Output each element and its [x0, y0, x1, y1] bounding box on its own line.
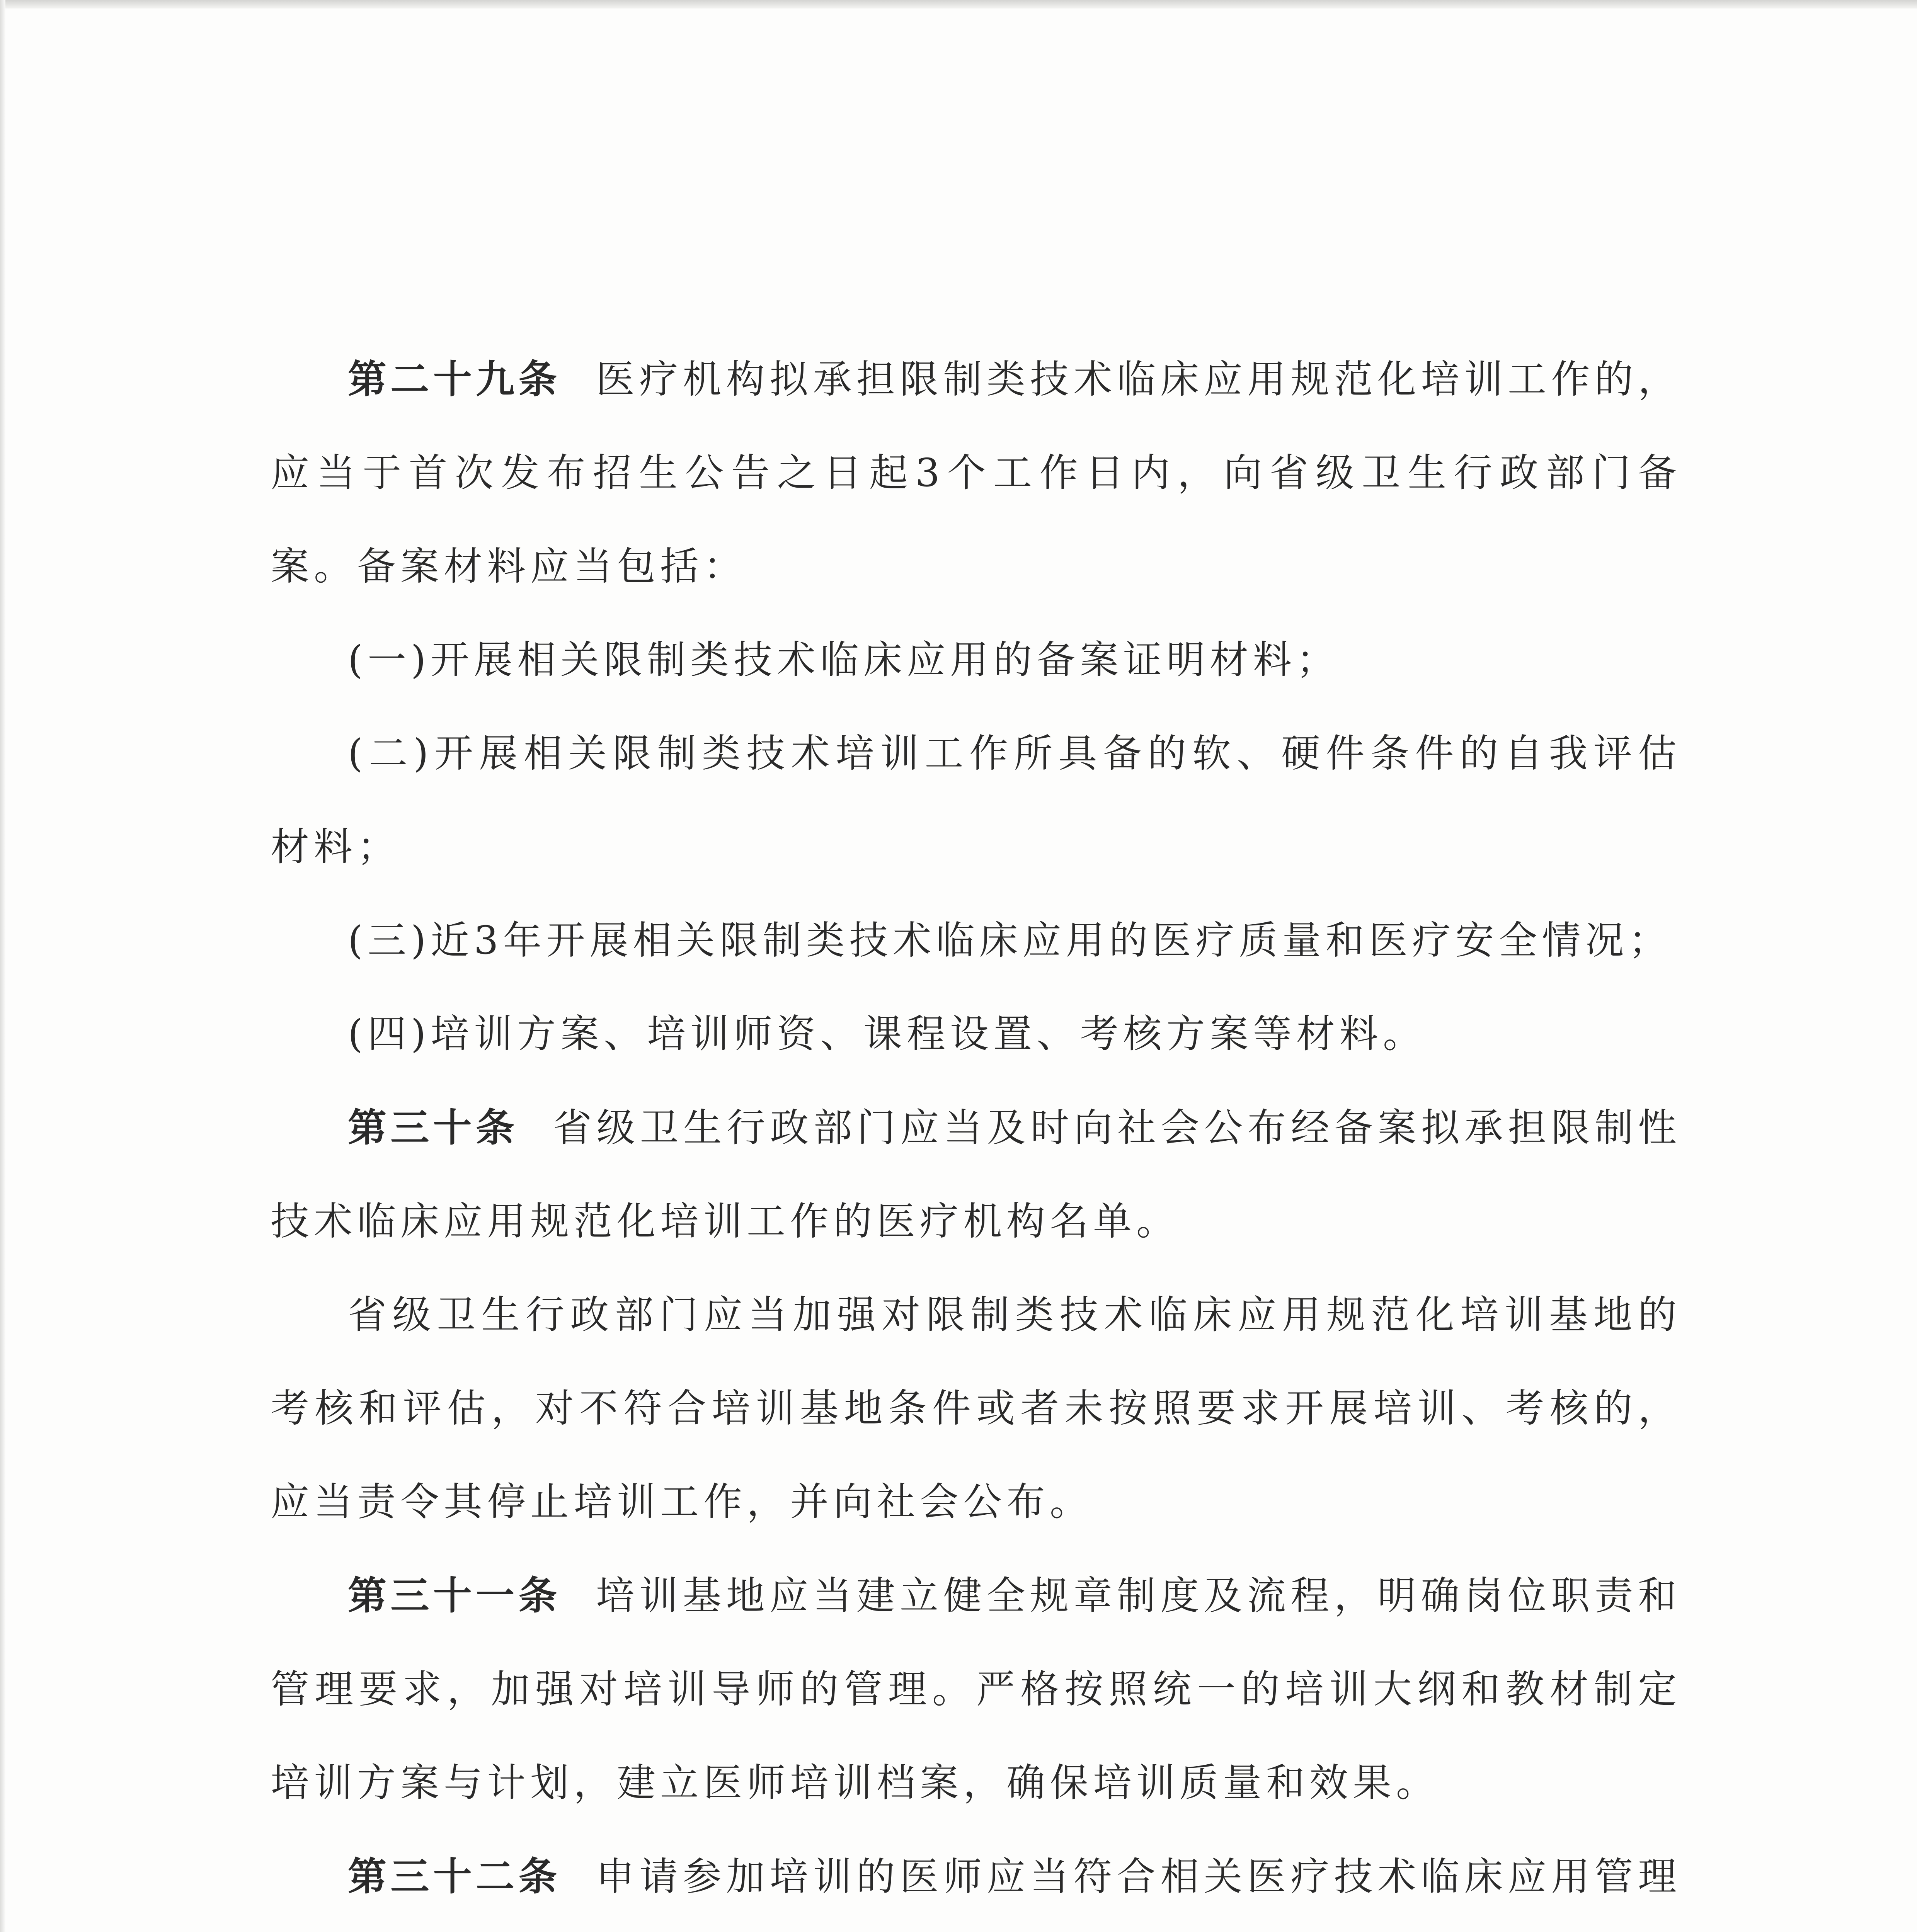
- paragraph-text: 培训基地应当建立健全规章制度及流程，明确岗位职责和管理要求，加强对培训导师的管理。严格按照统一的培训大纲和教材制定培训方案与计划，建立医师培训档案，确保培训质量和效果。: [271, 1573, 1682, 1805]
- paragraph-item-1: [271, 613, 1681, 707]
- paragraph-item-3: [271, 894, 1681, 987]
- paragraph-text: 申请参加培训的医师应当符合相关医疗技术临床应用管理: [596, 1854, 1682, 1899]
- paragraph-item-2: [271, 707, 1681, 894]
- article-number: 第三十一条: [348, 1573, 561, 1618]
- paragraph-article-31: [271, 1549, 1681, 1830]
- scan-edge-top: [0, 0, 1917, 9]
- paragraph-article-30-continued: [271, 1268, 1681, 1549]
- paragraph-text: (二)开展相关限制类技术培训工作所具备的软、硬件条件的自我评估材料；: [271, 731, 1681, 869]
- article-number: 第二十九条: [348, 356, 561, 402]
- paragraph-text: 省级卫生行政部门应当加强对限制类技术临床应用规范化培训基地的考核和评估，对不符合培训基地条件或者未按照要求开展培训、考核的，应当责令其停止培训工作，并向社会公布。: [271, 1292, 1681, 1524]
- paragraph-text: (四)培训方案、培训师资、课程设置、考核方案等材料。: [348, 1011, 1427, 1056]
- paragraph-item-4: [271, 987, 1681, 1081]
- paragraph-article-29: [271, 332, 1681, 613]
- paragraph-text: (一)开展相关限制类技术临床应用的备案证明材料；: [348, 637, 1340, 682]
- paragraph-text: 医疗机构拟承担限制类技术临床应用规范化培训工作的，应当于首次发布招生公告之日起3个工作日内，向省级卫生行政部门备案。备案材料应当包括：: [271, 357, 1682, 589]
- article-number: 第三十条: [348, 1105, 519, 1150]
- paragraph-article-30: [271, 1081, 1681, 1268]
- article-number: 第三十二条: [348, 1854, 561, 1899]
- paragraph-article-32: [271, 1830, 1681, 1932]
- scan-edge-left: [0, 0, 5, 1932]
- page-body: [271, 332, 1681, 1932]
- paragraph-text: (三)近3年开展相关限制类技术临床应用的医疗质量和医疗安全情况；: [348, 918, 1672, 963]
- paragraph-text: 省级卫生行政部门应当及时向社会公布经备案拟承担限制性技术临床应用规范化培训工作的医疗机构名单。: [271, 1105, 1682, 1244]
